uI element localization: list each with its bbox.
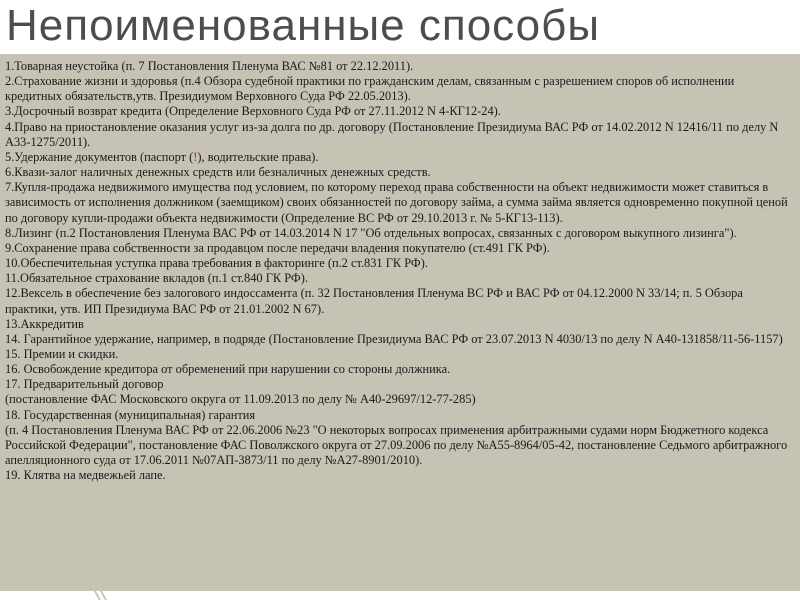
list-item: 18. Государственная (муниципальная) гарантия xyxy=(5,407,256,422)
bottom-bar xyxy=(0,591,800,600)
list-item: 7.Купля-продажа недвижимого имущества под условием, по которому переход права собственности на объект недвижимости может ставиться в зависимость от исполнения должником (заемщиком) своих обязанностей по договору займа, а сумма займа является одновременно покупной ценой по договору купли-продажи объекта недвижимости (Определение ВС РФ от 29.10.2013 г. № 5-КГ13-113). xyxy=(5,180,788,225)
list-item: 3.Досрочный возврат кредита (Определение Верховного Суда РФ от 27.11.2012 N 4-КГ12-24). xyxy=(5,104,501,119)
list-item: 8.Лизинг (п.2 Постановления Пленума ВАС РФ от 14.03.2014 N 17 "Об отдельных вопросах, связанных с договором выкупного лизинга"). xyxy=(5,225,737,240)
content-text xyxy=(5,59,793,483)
exclamation-highlight: ! xyxy=(193,149,198,164)
list-item: 17. Предварительный договор xyxy=(5,377,164,392)
slide-title: Непоименованные способы xyxy=(6,1,600,50)
list-item: 15. Премии и скидки. xyxy=(5,346,119,361)
list-item: 6.Квази-залог наличных денежных средств или безналичных денежных средств. xyxy=(5,165,431,180)
list-item-text: ), водительские права). xyxy=(197,149,319,164)
list-item: 12.Вексель в обеспечение без залогового индоссамента (п. 32 Постановления Пленума ВС РФ и ВАС РФ от 04.12.2000 N 33/14; п. 5 Обзора практики, утв. ИП Президиума ВАС РФ от 21.01.2002 N 67). xyxy=(5,286,743,316)
list-item: 14. Гарантийное удержание, например, в подряде (Постановление Президиума ВАС РФ от 23.07.2013 N 4030/13 по делу N А40-131858/11-56-1157) xyxy=(5,331,783,346)
list-item: 4.Право на приостановление оказания услуг из-за долга по др. договору (Постановление Президиума ВАС РФ от 14.02.2012 N 12416/11 по делу N А33-1275/2011). xyxy=(5,119,779,149)
list-item: 11.Обязательное страхование вкладов (п.1 ст.840 ГК РФ). xyxy=(5,271,308,286)
list-item: 19. Клятва на медвежьей лапе. xyxy=(5,468,166,483)
list-item: 1.Товарная неустойка (п. 7 Постановления Пленума ВАС №81 от 22.12.2011). xyxy=(5,59,414,73)
list-item: (постановление ФАС Московского округа от 11.09.2013 по делу № А40-29697/12-77-285) xyxy=(5,392,476,407)
list-item: 13.Аккредитив xyxy=(5,316,84,331)
decorative-lines-icon xyxy=(60,586,120,600)
list-item: 9.Сохранение права собственности за продавцом после передачи владения покупателю (ст.491 ГК РФ). xyxy=(5,240,550,255)
list-item: 2.Страхование жизни и здоровья (п.4 Обзора судебной практики по гражданским делам, связанным с разрешением споров об исполнении кредитных обязательств,утв. Президиумом Верховного Суда РФ 22.05.2013). xyxy=(5,74,735,104)
list-item xyxy=(5,150,793,165)
list-item: 16. Освобождение кредитора от обременений при нарушении со стороны должника. xyxy=(5,362,451,377)
list-item: 10.Обеспечительная уступка права требования в факторинге (п.2 ст.831 ГК РФ). xyxy=(5,256,428,271)
list-item: (п. 4 Постановления Пленума ВАС РФ от 22.06.2006 №23 "О некоторых вопросах применения арбитражными судами норм Бюджетного кодекса Российской Федерации", постановление ФАС Поволжского округа от 27.09.2006 по делу №А55-8964/05-42, постановление Седьмого арбитражного апелляционного суда от 17.06.2011 №07АП-3873/11 по делу №А27-8901/2010). xyxy=(5,422,788,468)
list-item-text: 5.Удержание документов (паспорт ( xyxy=(5,149,194,164)
